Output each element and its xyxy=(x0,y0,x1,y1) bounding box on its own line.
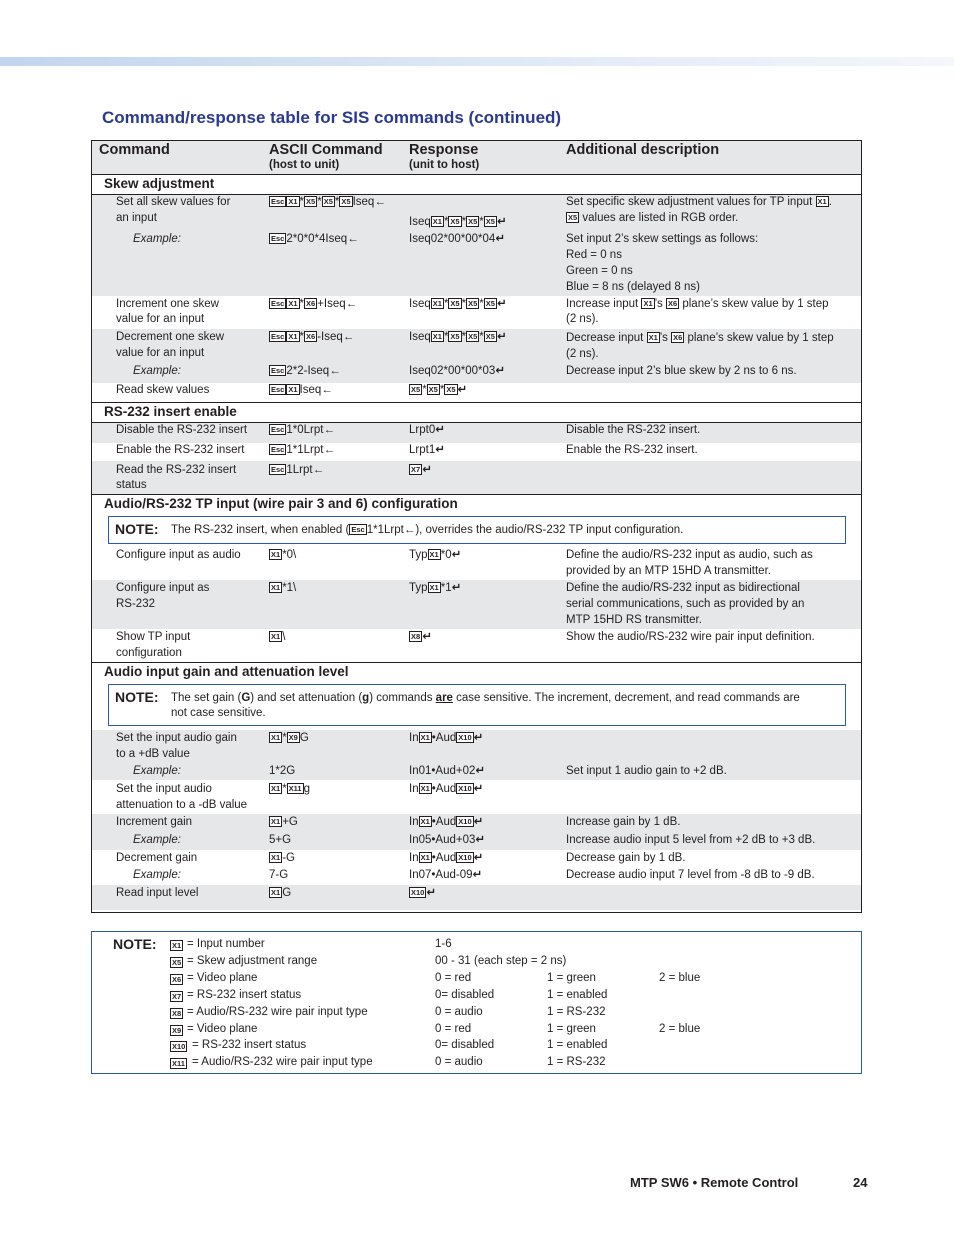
legend-item-text: = Video plane xyxy=(187,971,258,984)
legend-value: 1 = enabled xyxy=(547,1039,608,1052)
section-gain: Audio input gain and attenuation level xyxy=(104,664,349,679)
inc-skew-ascii: Esc X1 * X6 +Iseq← xyxy=(271,298,358,310)
cfg-rs232-desc-2: serial communications, such as provided by an xyxy=(566,598,805,610)
header-command: Command xyxy=(99,142,170,158)
example-label: Example: xyxy=(133,869,181,881)
legend-item-text: = Audio/RS-232 wire pair input type xyxy=(192,1056,373,1069)
legend-key-icon: X5 xyxy=(172,957,182,967)
legend-value: 00 - 31 (each step = 2 ns) xyxy=(435,954,567,967)
inc-gain-desc: Increase gain by 1 dB. xyxy=(566,816,681,828)
example-label: Example: xyxy=(133,834,181,846)
set-skew-desc-2: X5 values are listed in RGB order. xyxy=(568,212,739,224)
show-tp-ascii: X1 \ xyxy=(271,631,286,643)
legend-value: 0 = red xyxy=(435,1022,472,1035)
dec-skew-label-2: value for an input xyxy=(116,347,205,359)
set-gain-ex-ascii: 1*2G xyxy=(269,765,296,777)
page-heading: Command/response table for SIS commands (continued) xyxy=(102,108,562,127)
header-response-sub: (unit to host) xyxy=(409,159,480,171)
set-gain-label-1: Set the input audio gain xyxy=(116,732,237,744)
legend-value: 0= disabled xyxy=(435,988,495,1001)
inc-gain-ex-ascii: 5+G xyxy=(269,834,292,846)
set-skew-ex-desc-2: Red = 0 ns xyxy=(566,249,622,261)
en-rs232-response: Lrpt1↵ xyxy=(409,444,445,456)
cfg-audio-response: Typ X1 *0↵ xyxy=(409,549,462,561)
cfg-rs232-label-2: RS-232 xyxy=(116,598,155,610)
legend-value: 1 = green xyxy=(547,1022,596,1035)
dec-skew-ex-desc: Decrease input 2’s blue skew by 2 ns to 6 ns. xyxy=(566,365,797,377)
header-ascii: ASCII Command xyxy=(269,142,383,158)
inc-gain-ex-response: In05•Aud+03↵ xyxy=(409,834,486,846)
legend-value: 1 = enabled xyxy=(547,988,608,1001)
section-skew: Skew adjustment xyxy=(104,176,215,191)
command-table xyxy=(91,140,862,913)
read-rs232-label-1: Read the RS-232 insert xyxy=(116,464,237,476)
set-att-ascii: X1 * X11 g xyxy=(271,783,311,795)
dec-skew-ex-response: Iseq02*00*00*03↵ xyxy=(409,365,505,377)
dec-skew-desc-2: (2 ns). xyxy=(566,348,599,360)
set-skew-ex-response: Iseq02*00*00*04↵ xyxy=(409,233,505,245)
section-audio-tp: Audio/RS-232 TP input (wire pair 3 and 6) configuration xyxy=(104,496,458,511)
dec-gain-ascii: X1 -G xyxy=(271,852,295,864)
read-level-response: X10 ↵ xyxy=(411,887,436,899)
section-rs232: RS-232 insert enable xyxy=(104,404,237,419)
set-skew-desc-1: Set specific skew adjustment values for TP input X1 . xyxy=(566,196,832,208)
table-header xyxy=(92,141,861,175)
cfg-audio-label: Configure input as audio xyxy=(116,549,241,561)
show-tp-desc: Show the audio/RS-232 wire pair input definition. xyxy=(566,631,815,643)
section-rule xyxy=(92,402,861,403)
dis-rs232-response: Lrpt0↵ xyxy=(409,424,445,436)
note-text: The set gain (G) and set attenuation (g) commands are case sensitive. The increment, decrement, and read commands are not case sensitive. xyxy=(171,692,800,719)
cfg-rs232-response: Typ X1 *1↵ xyxy=(409,582,462,594)
legend-value: 0 = audio xyxy=(435,1056,483,1069)
legend-value: 1-6 xyxy=(435,938,452,950)
legend-item-text: = RS-232 insert status xyxy=(187,988,302,1001)
legend-key-icon: X7 xyxy=(172,991,182,1001)
read-rs232-label-2: status xyxy=(116,479,147,491)
inc-gain-ascii: X1 +G xyxy=(271,816,298,828)
dec-skew-label-1: Decrement one skew xyxy=(116,331,225,343)
dec-skew-ex-ascii: Esc 2*2-Iseq← xyxy=(271,365,341,377)
footer-title: MTP SW6 • Remote Control xyxy=(630,1175,799,1190)
legend-value: 1 = green xyxy=(547,971,596,984)
set-gain-ex-response: In01•Aud+02↵ xyxy=(409,765,486,777)
set-att-label-2: attenuation to a -dB value xyxy=(116,799,248,811)
en-rs232-desc: Enable the RS-232 insert. xyxy=(566,444,698,456)
inc-skew-label-2: value for an input xyxy=(116,313,205,325)
top-accent-bar xyxy=(0,57,954,66)
read-rs232-ascii: Esc 1Lrpt← xyxy=(271,464,325,476)
legend-value: 1 = RS-232 xyxy=(547,1056,606,1069)
legend-item-text: = Video plane xyxy=(187,1022,258,1035)
read-skew-label: Read skew values xyxy=(116,384,210,396)
set-gain-label-2: to a +dB value xyxy=(116,748,190,760)
set-skew-response: Iseq X1 * X5 * X5 * X5 ↵ xyxy=(409,216,507,228)
header-description: Additional description xyxy=(566,142,720,158)
read-skew-ascii: Esc X1 Iseq← xyxy=(271,384,333,396)
section-rule xyxy=(92,662,861,663)
legend-value: 1 = RS-232 xyxy=(547,1005,606,1018)
dec-gain-label: Decrement gain xyxy=(116,852,198,864)
legend-note-label: NOTE: xyxy=(113,936,157,952)
dec-gain-response: In X1 •Aud X10 ↵ xyxy=(409,852,484,864)
legend-value: 0 = red xyxy=(435,971,472,984)
dec-gain-desc: Decrease gain by 1 dB. xyxy=(566,852,686,864)
legend-item-text: = Audio/RS-232 wire pair input type xyxy=(187,1005,368,1018)
note-label: NOTE: xyxy=(115,689,159,705)
legend-key-icon: X6 xyxy=(172,974,182,984)
read-level-ascii: X1 G xyxy=(271,887,292,899)
set-att-label-1: Set the input audio xyxy=(116,783,212,795)
legend-item-text: = Skew adjustment range xyxy=(187,954,318,967)
set-gain-response: In X1 •Aud X10 ↵ xyxy=(409,732,484,744)
set-skew-ex-desc-3: Green = 0 ns xyxy=(566,265,633,277)
cfg-audio-desc-1: Define the audio/RS-232 input as audio, such as xyxy=(566,549,813,561)
en-rs232-ascii: Esc 1*1Lrpt← xyxy=(271,444,335,456)
note-gain xyxy=(108,684,846,726)
en-rs232-label: Enable the RS-232 insert xyxy=(116,444,245,456)
inc-gain-ex-desc: Increase audio input 5 level from +2 dB to +3 dB. xyxy=(566,834,816,846)
set-gain-ex-desc: Set input 1 audio gain to +2 dB. xyxy=(566,765,727,777)
note-audio-tp xyxy=(108,516,846,544)
legend-key-icon: X11 xyxy=(172,1059,185,1069)
set-skew-label-2: an input xyxy=(116,212,157,224)
legend-value: 2 = blue xyxy=(659,1022,701,1035)
legend-item-text: = RS-232 insert status xyxy=(192,1039,307,1052)
set-att-response: In X1 •Aud X10 ↵ xyxy=(409,783,484,795)
set-skew-ex-ascii: Esc 2*0*0*4Iseq← xyxy=(271,233,359,245)
set-skew-label-1: Set all skew values for xyxy=(116,196,231,208)
legend-key-icon: X9 xyxy=(172,1025,182,1035)
dec-skew-ascii: Esc X1 * X6 -Iseq← xyxy=(271,331,355,343)
header-ascii-sub: (host to unit) xyxy=(269,159,340,171)
read-rs232-response: X7 ↵ xyxy=(411,464,432,476)
cfg-audio-ascii: X1 *0\ xyxy=(271,549,297,561)
note-label: NOTE: xyxy=(115,521,159,537)
dec-skew-desc-1: Decrease input X1 ’s X6 plane’s skew value by 1 step xyxy=(566,332,834,344)
example-label: Example: xyxy=(133,365,181,377)
inc-gain-response: In X1 •Aud X10 ↵ xyxy=(409,816,484,828)
legend-key-icon: X10 xyxy=(172,1042,186,1052)
legend-value: 0= disabled xyxy=(435,1039,495,1052)
inc-skew-desc-1: Increase input X1 ’s X6 plane’s skew value by 1 step xyxy=(566,298,829,310)
cfg-rs232-ascii: X1 *1\ xyxy=(271,582,297,594)
show-tp-label-1: Show TP input xyxy=(116,631,191,643)
example-label: Example: xyxy=(133,233,181,245)
dis-rs232-ascii: Esc 1*0Lrpt← xyxy=(271,424,335,436)
legend-item-text: = Input number xyxy=(187,938,265,950)
cfg-rs232-desc-3: MTP 15HD RS transmitter. xyxy=(566,614,702,626)
set-skew-ex-desc-4: Blue = 8 ns (delayed 8 ns) xyxy=(566,281,700,293)
cfg-rs232-desc-1: Define the audio/RS-232 input as bidirectional xyxy=(566,582,800,594)
dec-gain-ex-ascii: 7-G xyxy=(269,869,289,881)
set-skew-ascii: Esc X1 * X5 * X5 * X5 Iseq← xyxy=(271,196,386,208)
show-tp-label-2: configuration xyxy=(116,647,182,659)
dec-gain-ex-desc: Decrease audio input 7 level from -8 dB to -9 dB. xyxy=(566,869,815,881)
inc-gain-label: Increment gain xyxy=(116,816,193,828)
note-text: The RS-232 insert, when enabled ( Esc 1*1Lrpt←), overrides the audio/RS-232 TP input configuration. xyxy=(171,524,684,536)
row-band xyxy=(92,885,861,910)
read-level-label: Read input level xyxy=(116,887,199,899)
read-skew-response: X5 * X5 * X5 ↵ xyxy=(411,384,468,396)
legend-key-icon: X8 xyxy=(172,1008,182,1018)
cfg-audio-desc-2: provided by an MTP 15HD A transmitter. xyxy=(566,565,771,577)
dis-rs232-label: Disable the RS-232 insert xyxy=(116,424,248,436)
legend-note xyxy=(91,931,862,1074)
set-skew-ex-desc-1: Set input 2’s skew settings as follows: xyxy=(566,233,759,245)
inc-skew-label-1: Increment one skew xyxy=(116,298,219,310)
legend-value: 2 = blue xyxy=(659,971,701,984)
legend-value: 0 = audio xyxy=(435,1005,483,1018)
legend-key-icon: X1 xyxy=(172,941,182,950)
dis-rs232-desc: Disable the RS-232 insert. xyxy=(566,424,701,436)
set-gain-ascii: X1 * X9 G xyxy=(271,732,309,744)
show-tp-response: X8 ↵ xyxy=(411,631,432,643)
inc-skew-desc-2: (2 ns). xyxy=(566,313,599,325)
inc-skew-response: Iseq X1 * X5 * X5 * X5 ↵ xyxy=(409,298,507,310)
header-response: Response xyxy=(409,142,479,158)
dec-gain-ex-response: In07•Aud-09↵ xyxy=(409,869,483,881)
section-rule xyxy=(92,494,861,495)
dec-skew-response: Iseq X1 * X5 * X5 * X5 ↵ xyxy=(409,331,507,343)
example-label: Example: xyxy=(133,765,181,777)
page-number: 24 xyxy=(853,1175,868,1190)
cfg-rs232-label-1: Configure input as xyxy=(116,582,210,594)
